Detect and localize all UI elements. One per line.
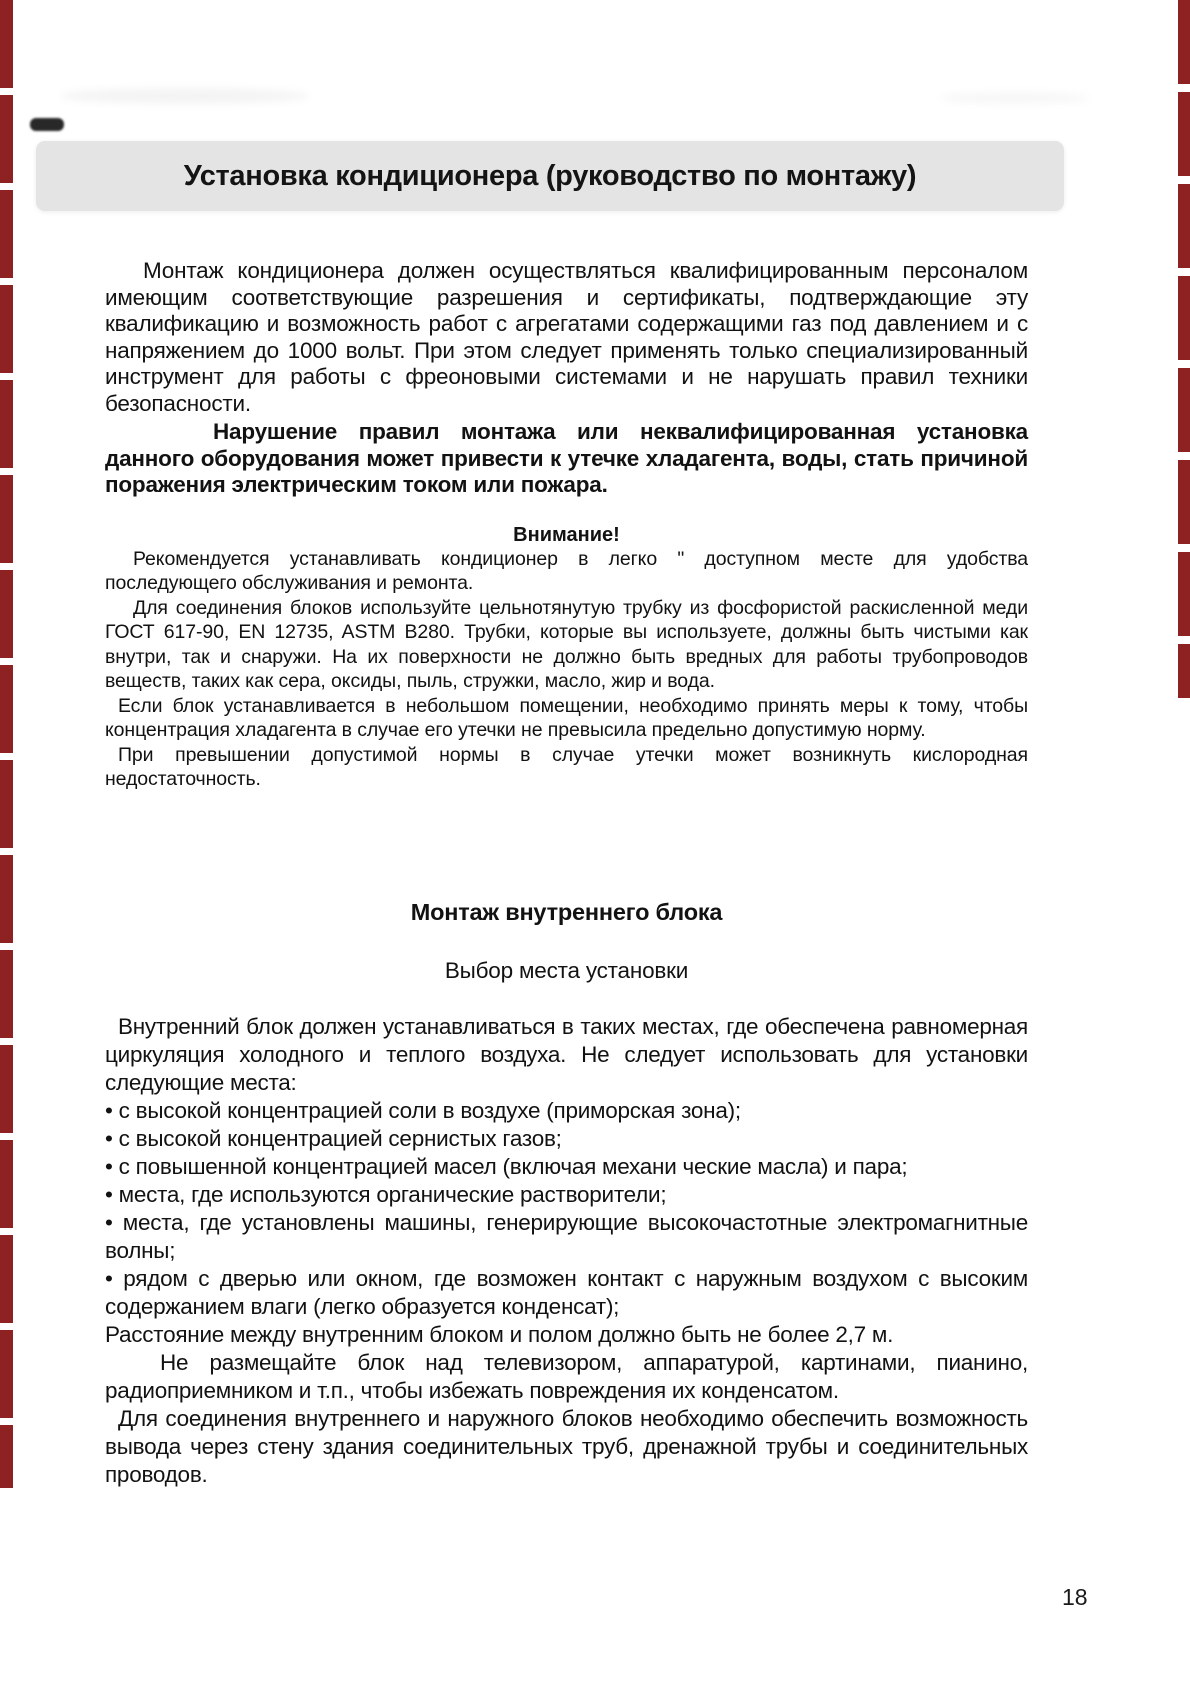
bullet-item: • места, где установлены машины, генерирующие высокочастотные электромагнитные волны; (105, 1209, 1028, 1263)
attention-paragraph: Для соединения блоков используйте цельнотянутую трубку из фосфористой раскисленной меди ГОСТ 617-90, EN 12735, ASTM B280. Трубки, которые вы используете, должны быть чистыми как внутри, так и снаружи. На их поверхности не должно быть вредных для работы трубопроводов веществ, таких как сера, оксиды, пыль, стружки, масло, жир и вода. (105, 596, 1028, 692)
bullet-item: • с повышенной концентрацией масел (включая механи ческие масла) и пара; (105, 1153, 908, 1179)
attention-paragraph: Если блок устанавливается в небольшом помещении, необходимо принять меры к тому, чтобы концентрация хладагента в случае его утечки не превысила предельно допустимую норму. (105, 694, 1028, 741)
attention-heading: Внимание! (513, 523, 620, 546)
header-band (36, 141, 1064, 211)
subsection-heading-location: Выбор места установки (444, 957, 689, 983)
bullet-item: • с высокой концентрацией соли в воздухе (приморская зона); (105, 1097, 741, 1123)
bullet-item: • рядом с дверью или окном, где возможен контакт с наружным воздухом с высоким содержанием влаги (легко образуется конденсат); (105, 1265, 1028, 1319)
right-scan-edge-mark (1178, 0, 1190, 698)
scan-smudge (940, 92, 1090, 104)
left-scan-edge-mark (0, 0, 13, 1488)
scan-smudge (30, 118, 64, 131)
scan-smudge (60, 88, 310, 104)
warning-paragraph: Нарушение правил монтажа или неквалифицированная установка данного оборудования может привести к утечке хладагента, воды, стать причиной поражения электрическим током или пожара. (105, 419, 1028, 497)
page-number: 18 (1062, 1584, 1088, 1610)
intro-paragraph: Монтаж кондиционера должен осуществляться квалифицированным персоналом имеющим соответствующие разрешения и сертификаты, подтверждающие эту квалификацию и возможность работ с агрегатами содержащими газ под давлением и с напряжением до 1000 вольт. При этом следует применять только специализированный инструмент для работы с фреоновыми системами и не нарушать правил техники безопасности. (105, 258, 1028, 416)
document-body (105, 258, 1028, 1489)
attention-paragraph: При превышении допустимой нормы в случае утечки может возникнуть кислородная недостаточность. (105, 743, 1028, 790)
note-paragraph: Не размещайте блок над телевизором, аппаратурой, картинами, пианино, радиоприемником и т.п., чтобы избежать повреждения их конденсатом. (105, 1349, 1028, 1403)
bullet-item: • с высокой концентрацией сернистых газов; (105, 1125, 562, 1151)
note-paragraph: Для соединения внутреннего и наружного блоков необходимо обеспечить возможность вывода через стену здания соединительных труб, дренажной трубы и соединительных проводов. (105, 1405, 1028, 1487)
bullet-item: • места, где используются органические растворители; (105, 1181, 667, 1207)
page-title: Установка кондиционера (руководство по монтажу) (183, 159, 917, 192)
indoor-intro-paragraph: Внутренний блок должен устанавливаться в таких местах, где обеспечена равномерная циркуляция холодного и теплого воздуха. Не следует использовать для установки следующие места: (105, 1013, 1028, 1095)
note-paragraph: Расстояние между внутренним блоком и полом должно быть не более 2,7 м. (105, 1321, 894, 1347)
section-heading-indoor-unit: Монтаж внутреннего блока (410, 898, 723, 925)
attention-paragraph: Рекомендуется устанавливать кондиционер в легко " доступном месте для удобства последующего обслуживания и ремонта. (105, 547, 1028, 594)
